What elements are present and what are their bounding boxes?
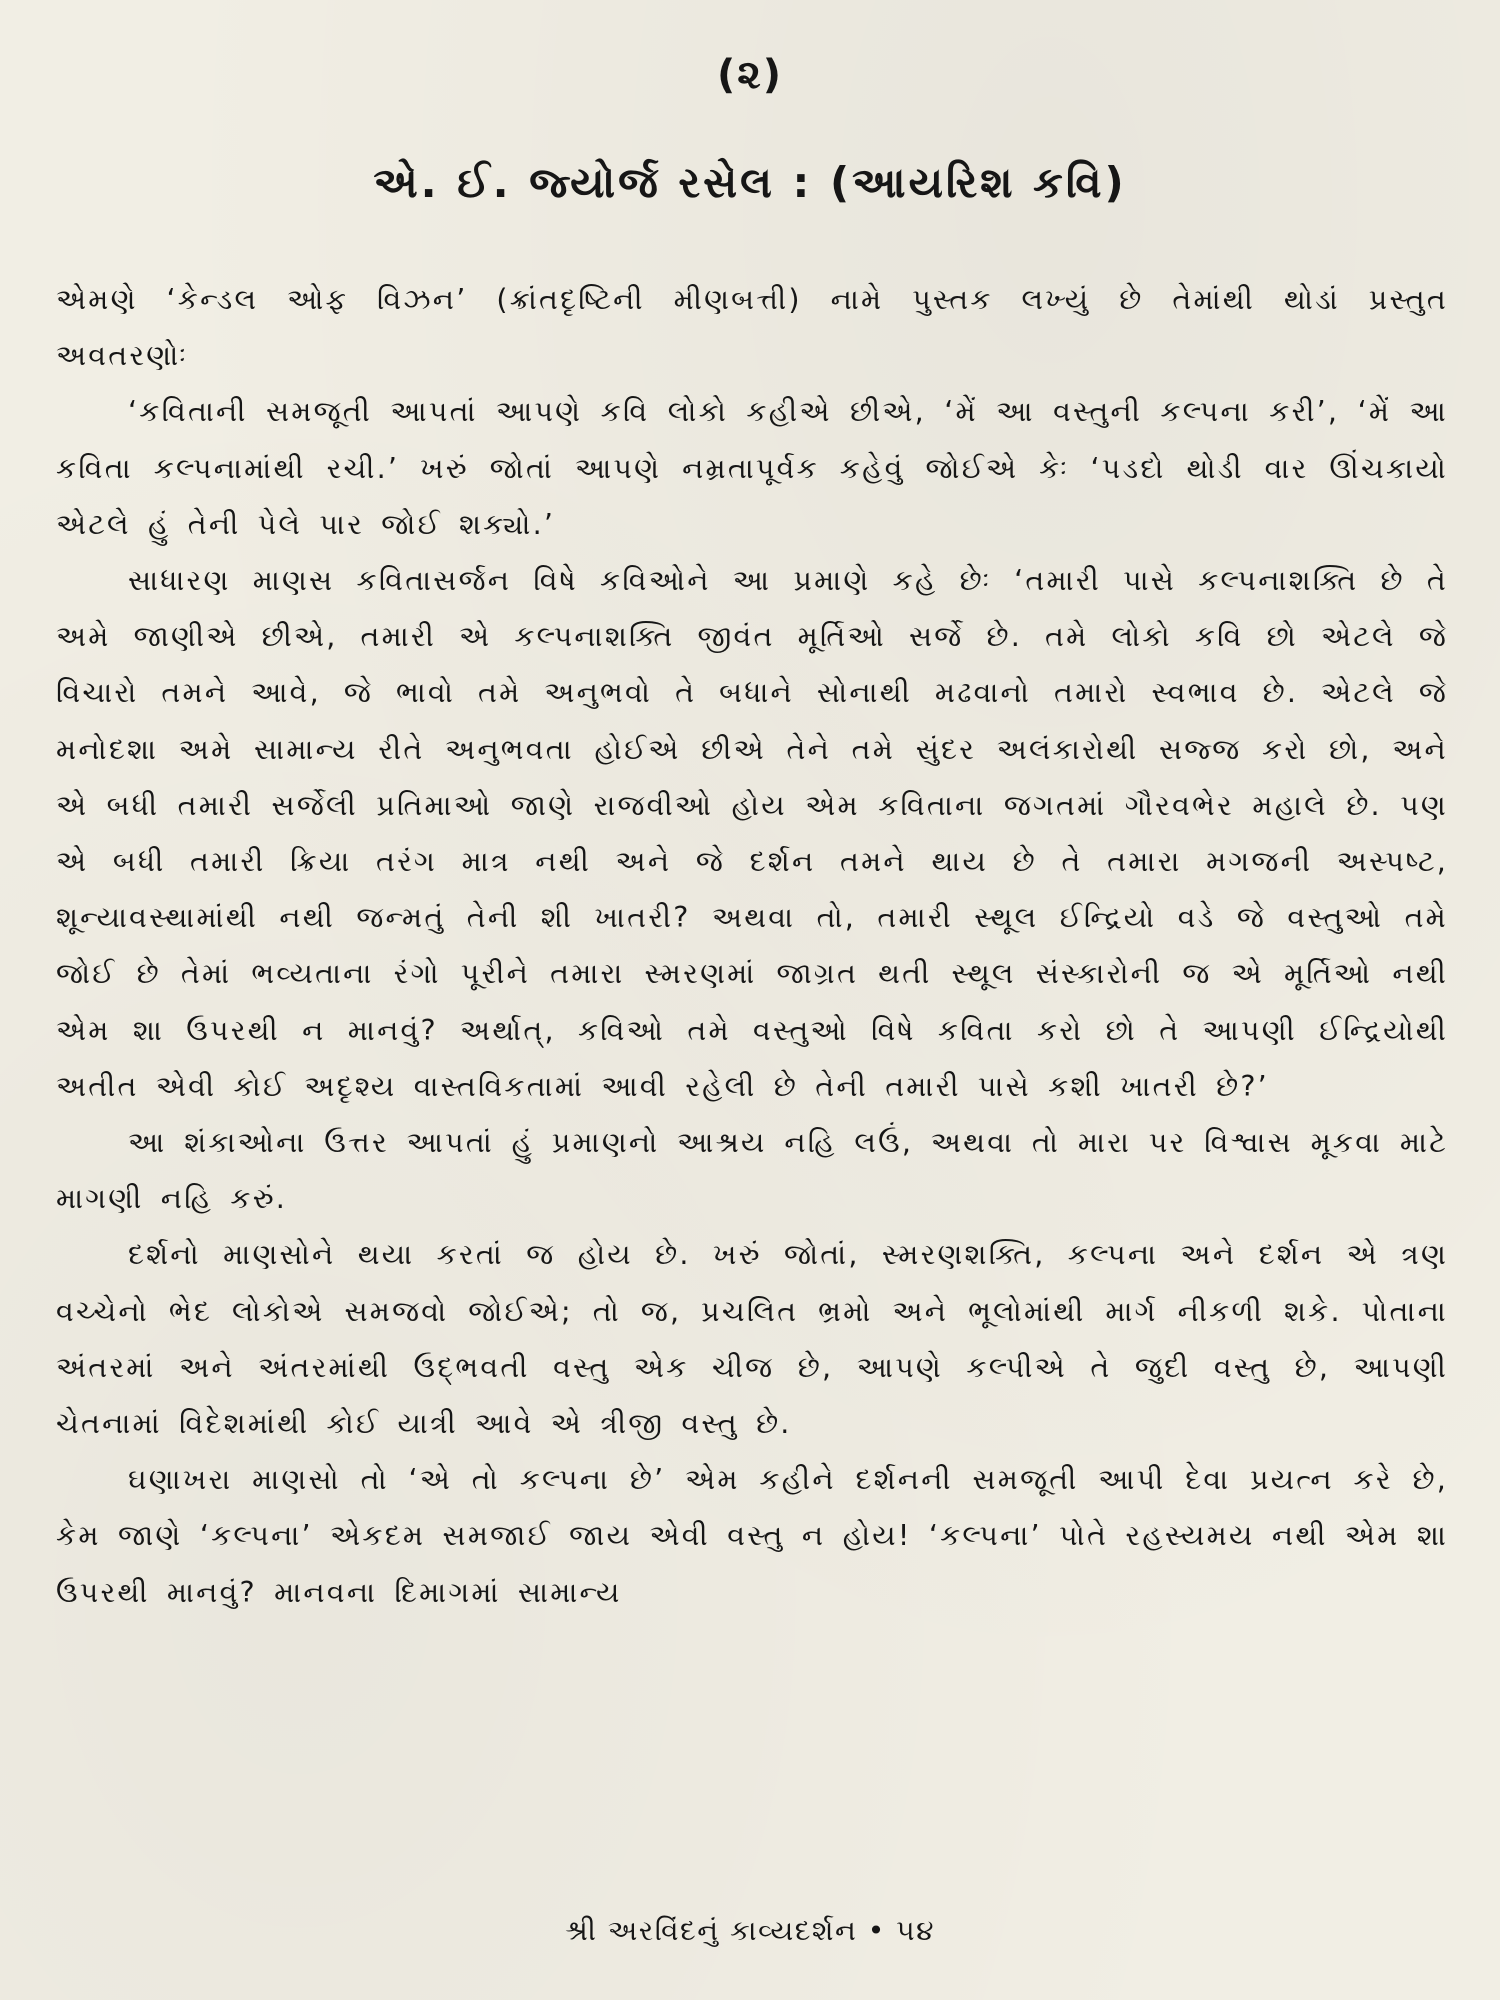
paragraph-imagination: ઘણાખરા માણસો તો ‘એ તો કલ્પના છે’ એમ કહીને દર્શનની સમજૂતી આપી દેવા પ્રયત્ન કરે છે, કેમ જાણે ‘કલ્પના’ એકદમ સમજાઈ જાય એવી વસ્તુ ન હોય! ‘કલ્પના’ પોતે રહસ્યમય નથી એમ શા ઉપરથી માનવું? માનવના દિમાગમાં સામાન્ય	[56, 1463, 1448, 1609]
paragraph-intro: એમણે ‘કેન્ડલ ઓફ વિઝન’ (ક્રાંતદૃષ્ટિની મીણબત્તી) નામે પુસ્તક લખ્યું છે તેમાંથી થોડાં પ્રસ્તુત અવતરણોઃ	[56, 283, 1448, 373]
chapter-title: એ. ઈ. જ્યોર્જ રસેલ : (આયરિશ કવિ)	[373, 158, 1127, 207]
paragraph-visions: દર્શનો માણસોને થયા કરતાં જ હોય છે. ખરું જોતાં, સ્મરણશક્તિ, કલ્પના અને દર્શન એ ત્રણ વચ્ચેનો ભેદ લોકોએ સમજવો જોઈએ; તો જ, પ્રચલિત ભ્રમો અને ભૂલોમાંથી માર્ગ નીકળી શકે. પોતાના અંતરમાં અને અંતરમાંથી ઉદ્ભવતી વસ્તુ એક ચીજ છે, આપણે કલ્પીએ તે જુદી વસ્તુ છે, આપણી ચેતનામાં વિદેશમાંથી કોઈ યાત્રી આવે એ ત્રીજી વસ્તુ છે.	[56, 1238, 1448, 1441]
paragraph-answer: આ શંકાઓના ઉત્તર આપતાં હું પ્રમાણનો આશ્રય નહિ લઉં, અથવા તો મારા પર વિશ્વાસ મૂકવા માટે માગણી નહિ કરું.	[56, 1126, 1448, 1216]
page-number: (૨)	[716, 52, 784, 98]
paragraph-common-man: સાધારણ માણસ કવિતાસર્જન વિષે કવિઓને આ પ્રમાણે કહે છેઃ ‘તમારી પાસે કલ્પનાશક્તિ છે તે અમે જાણીએ છીએ, તમારી એ કલ્પનાશક્તિ જીવંત મૂર્તિઓ સર્જે છે. તમે લોકો કવિ છો એટલે જે વિચારો તમને આવે, જે ભાવો તમે અનુભવો તે બધાને સોનાથી મઢવાનો તમારો સ્વભાવ છે. એટલે જે મનોદશા અમે સામાન્ય રીતે અનુભવતા હોઈએ છીએ તેને તમે સુંદર અલંકારોથી સજ્જ કરો છો, અને એ બધી તમારી સર્જેલી પ્રતિમાઓ જાણે રાજવીઓ હોય એમ કવિતાના જગતમાં ગૌરવભેર મહાલે છે. પણ એ બધી તમારી ક્રિયા તરંગ માત્ર નથી અને જે દર્શન તમને થાય છે તે તમારા મગજની અસ્પષ્ટ, શૂન્યાવસ્થામાંથી નથી જન્મતું તેની શી ખાતરી? અથવા તો, તમારી સ્થૂલ ઈન્દ્રિયો વડે જે વસ્તુઓ તમે જોઈ છે તેમાં ભવ્યતાના રંગો પૂરીને તમારા સ્મરણમાં જાગ્રત થતી સ્થૂલ સંસ્કારોની જ એ મૂર્તિઓ નથી એમ શા ઉપરથી ન માનવું? અર્થાત્, કવિઓ તમે વસ્તુઓ વિષે કવિતા કરો છો તે આપણી ઈન્દ્રિયોથી અતીત એવી કોઈ અદૃશ્ય વાસ્તવિકતામાં આવી રહેલી છે તેની તમારી પાસે કશી ખાતરી છે?’	[56, 564, 1448, 1103]
page-footer: શ્રી અરવિંદનું કાવ્યદર્શન • ૫૪	[565, 1914, 935, 1947]
body-text	[56, 272, 1448, 1621]
paragraph-quote-imagination: ‘કવિતાની સમજૂતી આપતાં આપણે કવિ લોકો કહીએ છીએ, ‘મેં આ વસ્તુની કલ્પના કરી’, ‘મેં આ કવિતા કલ્પનામાંથી રચી.’ ખરું જોતાં આપણે નમ્રતાપૂર્વક કહેવું જોઈએ કેઃ ‘પડદો થોડી વાર ઊંચકાયો એટલે હું તેની પેલે પાર જોઈ શક્યો.’	[56, 395, 1448, 541]
